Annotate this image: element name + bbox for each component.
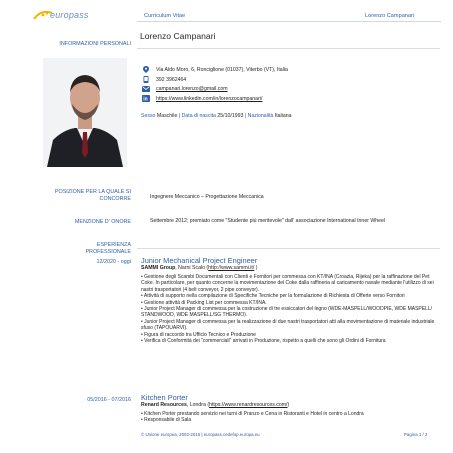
company-close: ) (287, 402, 290, 408)
job-company-line (141, 265, 257, 272)
full-name: Lorenzo Campanari (140, 31, 216, 41)
job-duties-list (141, 411, 437, 424)
company-link[interactable]: http://www.sammi.it/ (208, 265, 255, 271)
sex-label: Sesso (141, 113, 156, 119)
list-item: • Attività di supporto nella compilazione di Specifiche Tecniche per la formulazione di Richiesta di Offerte verso Fornitori (141, 293, 437, 299)
list-item: • Figura di raccordo tra Ufficio Tecnico e Produzione (141, 332, 437, 338)
dob-label: Data di nascita (181, 113, 216, 119)
sex-value: Maschile (156, 113, 178, 119)
job-duties-list (141, 274, 437, 344)
header-divider (137, 21, 441, 22)
list-item: • Verifica di Conformità dei "commerciali" arrivati in Produzione, rispetto a quelli che sono gli Ordini di Fornitura (141, 338, 437, 344)
mention-label: MENZIONE D' ONORE (74, 219, 131, 225)
mention-value: Settembre 2012; premiato come "Studente più meritevole" dall' associazione International Inner Wheel (150, 218, 386, 224)
separator: | (244, 113, 247, 119)
phone-icon (141, 76, 150, 83)
nationality-label: Nazionalità (247, 113, 274, 119)
phone-text: 392 3962464 (156, 77, 187, 83)
list-item: • Junior Project Manager di commessa per la realizzazione di due nastri trasportatori atti alla movimentazione di materiale industriale sfuso (TAPOUARVI). (141, 319, 437, 332)
linkedin-link[interactable]: https://www.linkedin.com/in/lorenzocampanari/ (156, 96, 263, 102)
personal-info-label: INFORMAZIONI PERSONALI (59, 41, 131, 47)
job-title: Kitchen Porter (141, 393, 188, 402)
job-dates: 12/2020 - oggi (96, 259, 131, 265)
experience-label-line1: ESPERIENZA (96, 242, 131, 248)
separator: | (178, 113, 181, 119)
list-item: • Responsabile di Sala (141, 417, 437, 423)
personal-details-line (141, 113, 292, 120)
experience-label-line2: PROFESSIONALE (85, 248, 131, 255)
footer-copyright: © Unione europea, 2002-2015 | europass.cedefop.europa.eu (141, 432, 260, 437)
svg-text:in: in (142, 96, 148, 102)
job-company-line (141, 402, 289, 409)
nationality-value: Italiana (274, 113, 292, 119)
europass-logo-text: europass (50, 10, 89, 20)
company-location: , Narni Scalo ( (175, 265, 209, 271)
profile-photo (43, 58, 127, 167)
list-item: • Junior Project Manager di commessa per la costruzione di tre essiccatori del legno (WDE-MASPELL/WOODPIE, WDE MASPELL/ STANDWOOD, WDE MASPELL/SG THERMO). (141, 306, 437, 319)
company-name: Renard Resources (141, 402, 187, 408)
experience-divider (137, 248, 440, 249)
list-item: • Kitchen Porter prestando servizio nei turni di Pranzo e Cena in Ristoranti e Hotel in centro a Londra (141, 411, 437, 417)
position-label (55, 189, 131, 202)
position-label-line2: CONCORRE (99, 195, 131, 202)
company-close: ) (254, 265, 258, 271)
footer-page-number: Pagina 1 / 2 (404, 432, 428, 437)
doc-type-label: Curriculum Vitae (144, 13, 186, 19)
list-item: • Gestione attività di Packing List per commessa KT/INA. (141, 300, 437, 306)
job-dates: 05/2016 - 07/2016 (87, 397, 131, 403)
company-location: , Londra ( (186, 402, 210, 408)
linkedin-icon (141, 95, 150, 102)
header-name: Lorenzo Campanari (365, 13, 415, 19)
location-pin-icon (141, 66, 150, 73)
dob-value: 25/10/1993 (217, 113, 244, 119)
europass-logo (33, 8, 103, 24)
email-link[interactable]: campanari.lorenzo@gmail.com (156, 86, 228, 92)
name-underline (137, 48, 440, 49)
experience-label (85, 242, 131, 255)
list-item: • Gestione degli Scambi Documentali con Clienti e Fornitori per commessa con KT/INA (Croazia, Rijeka) per la raffinazione del Pet Coke. In particolare, per quanto concerne la movimentazione del Coke dalla raffineria al caricamento navale mediante l'utilizzo di sei nastri trasportatori (4 belt conveyor, 2 pipe conveyor). (141, 274, 437, 293)
address-text: Via Aldo Moro, 6, Ronciglione (01037), Viterbo (VT), Italia (156, 67, 288, 73)
position-value: Ingegnere Meccanico – Progettazione Meccanica (150, 194, 264, 200)
company-name: SAMMI Group (141, 265, 176, 271)
company-link[interactable]: https://www.renardresources.com/ (209, 402, 288, 408)
email-icon (141, 85, 150, 92)
position-label-line1: POSIZIONE PER LA QUALE SI (54, 189, 131, 195)
job-title: Junior Mechanical Project Engineer (141, 256, 258, 265)
